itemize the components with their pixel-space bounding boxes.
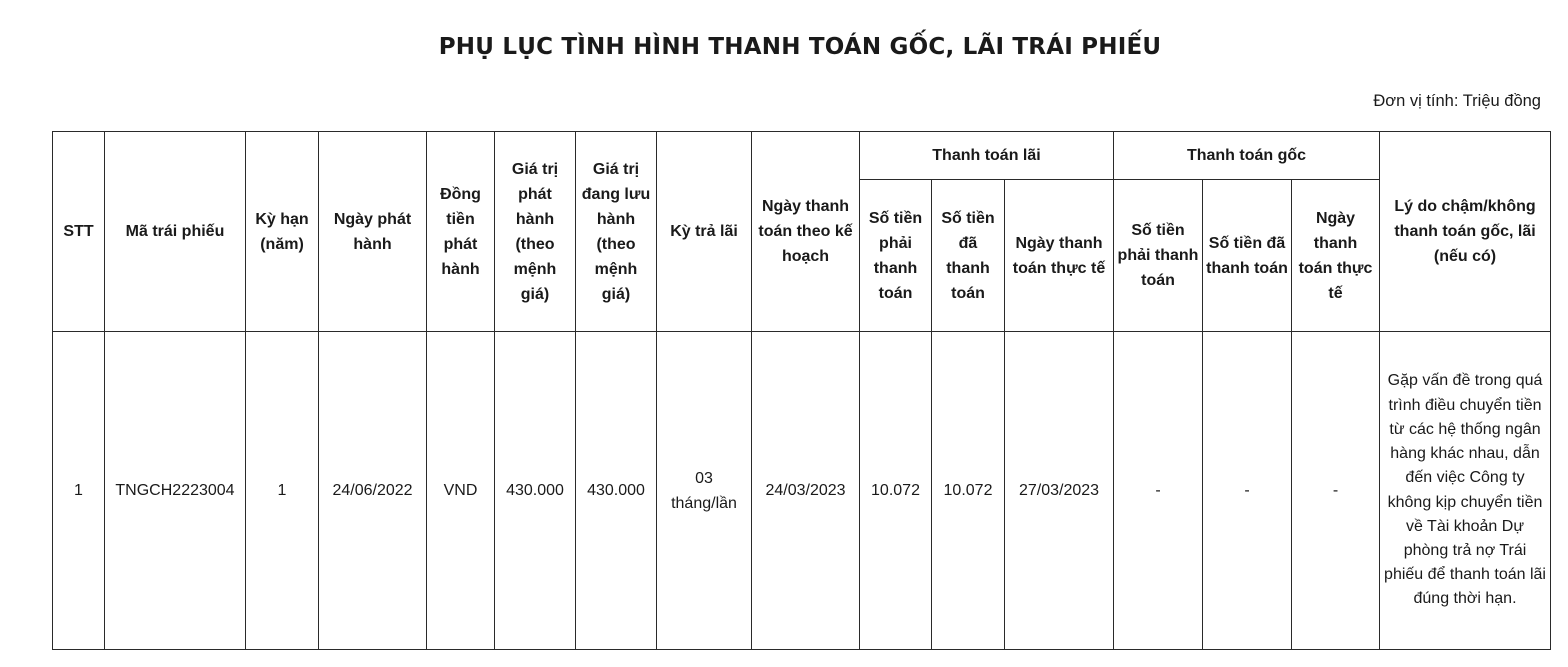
page-title: PHỤ LỤC TÌNH HÌNH THANH TOÁN GỐC, LÃI TRÁI PHIẾU [438,34,1162,60]
header-term: Kỳ hạn (năm) [246,132,319,332]
header-interest-payment: Thanh toán lãi [860,132,1114,180]
bond-payment-table [52,131,1551,650]
cell-interest-period: 03 tháng/lần [657,332,752,650]
header-principal-actual-date: Ngày thanh toán thực tế [1292,180,1380,332]
cell-principal-actual-date: - [1292,332,1380,650]
cell-currency: VND [427,332,495,650]
header-planned-payment-date: Ngày thanh toán theo kế hoạch [752,132,860,332]
header-principal-amount-paid: Số tiền đã thanh toán [1203,180,1292,332]
cell-issue-date: 24/06/2022 [319,332,427,650]
header-interest-amount-paid: Số tiền đã thanh toán [932,180,1005,332]
header-outstanding-value: Giá trị đang lưu hành (theo mệnh giá) [576,132,657,332]
header-principal-amount-due: Số tiền phải thanh toán [1114,180,1203,332]
header-currency: Đồng tiền phát hành [427,132,495,332]
header-interest-period: Kỳ trả lãi [657,132,752,332]
cell-principal-amount-paid: - [1203,332,1292,650]
header-bond-code: Mã trái phiếu [105,132,246,332]
cell-outstanding-value: 430.000 [576,332,657,650]
header-interest-actual-date: Ngày thanh toán thực tế [1005,180,1114,332]
header-row-1 [53,132,1551,180]
cell-term: 1 [246,332,319,650]
cell-interest-actual-date: 27/03/2023 [1005,332,1114,650]
unit-label: Đơn vị tính: Triệu đồng [1373,92,1541,110]
header-principal-payment: Thanh toán gốc [1114,132,1380,180]
cell-planned-payment-date: 24/03/2023 [752,332,860,650]
header-issue-value: Giá trị phát hành (theo mệnh giá) [495,132,576,332]
cell-issue-value: 430.000 [495,332,576,650]
header-issue-date: Ngày phát hành [319,132,427,332]
cell-principal-amount-due: - [1114,332,1203,650]
header-stt: STT [53,132,105,332]
cell-reason: Gặp vấn đề trong quá trình điều chuyển tiền từ các hệ thống ngân hàng khác nhau, dẫn đến việc Công ty không kịp chuyển tiền về Tài khoản Dự phòng trả nợ Trái phiếu để thanh toán lãi đúng thời hạn. [1380,332,1551,650]
cell-interest-amount-paid: 10.072 [932,332,1005,650]
header-reason: Lý do chậm/không thanh toán gốc, lãi (nếu có) [1380,132,1551,332]
cell-interest-amount-due: 10.072 [860,332,932,650]
cell-bond-code: TNGCH2223004 [105,332,246,650]
cell-stt: 1 [53,332,105,650]
header-interest-amount-due: Số tiền phải thanh toán [860,180,932,332]
table-row [53,332,1551,650]
